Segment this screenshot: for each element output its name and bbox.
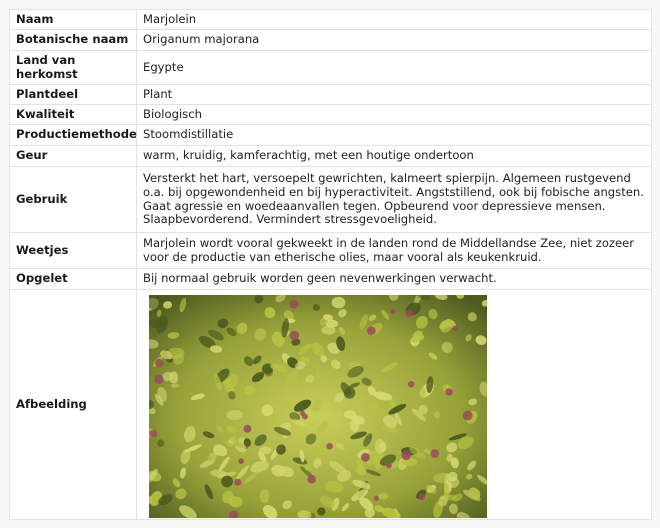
label-kwaliteit: Kwaliteit — [10, 105, 137, 125]
image-cell — [137, 290, 652, 520]
row-kwaliteit — [10, 105, 652, 125]
flower-dot — [418, 493, 425, 500]
row-opgelet — [10, 269, 652, 290]
value-naam: Marjolein — [137, 10, 652, 30]
flower-dot — [154, 374, 163, 383]
flower-dot — [391, 309, 396, 314]
row-geur — [10, 146, 652, 167]
value-productiemethode: Stoomdistillatie — [137, 125, 652, 146]
flower-dot — [386, 462, 392, 468]
row-afbeelding — [10, 290, 652, 520]
label-land-van-herkomst: Land van herkomst — [10, 51, 137, 85]
flower-dot — [401, 450, 411, 460]
leaf-shape — [169, 371, 178, 383]
value-plantdeel: Plant — [137, 85, 652, 105]
label-naam: Naam — [10, 10, 137, 30]
flower-dot — [405, 309, 413, 317]
label-productiemethode: Productiemethode — [10, 125, 137, 146]
row-gebruik — [10, 167, 652, 233]
flower-dot — [155, 358, 163, 366]
flower-dot — [290, 299, 299, 308]
value-botanische-naam: Origanum majorana — [137, 30, 652, 51]
flower-dot — [445, 388, 453, 396]
marjoram-photo — [149, 295, 487, 518]
label-afbeelding: Afbeelding — [10, 290, 137, 520]
row-naam — [10, 10, 652, 30]
row-weetjes — [10, 233, 652, 269]
label-plantdeel: Plantdeel — [10, 85, 137, 105]
label-botanische-naam: Botanische naam — [10, 30, 137, 51]
value-geur: warm, kruidig, kamferachtig, met een houtige ondertoon — [137, 146, 652, 167]
value-kwaliteit: Biologisch — [137, 105, 652, 125]
row-productiemethode — [10, 125, 652, 146]
label-gebruik: Gebruik — [10, 167, 137, 233]
flower-dot — [234, 478, 241, 485]
label-weetjes: Weetjes — [10, 233, 137, 269]
value-land-van-herkomst: Egypte — [137, 51, 652, 85]
flower-dot — [430, 449, 439, 458]
flower-dot — [326, 442, 333, 449]
flower-dot — [361, 452, 370, 461]
row-botanische-naam — [10, 30, 652, 51]
label-geur: Geur — [10, 146, 137, 167]
flower-dot — [243, 424, 251, 432]
flower-dot — [300, 410, 305, 415]
flower-dot — [290, 330, 300, 340]
label-opgelet: Opgelet — [10, 269, 137, 290]
flower-dot — [238, 458, 244, 464]
flower-dot — [367, 326, 376, 335]
flower-dot — [307, 474, 316, 483]
row-land-van-herkomst — [10, 51, 652, 85]
value-gebruik: Versterkt het hart, versoepelt gewrichten, kalmeert spierpijn. Algemeen rustgevend o.a. bij opgewondenheid en bij hyperactiviteit. Angststillend, ook bij fobische angsten. Gaat agressie en woedeaanvallen tegen. Opbeurend voor depressieve mensen. Slaapbevorderend. Vermindert stressgevoeligheid. — [137, 167, 652, 233]
plant-info-table — [9, 9, 652, 520]
flower-dot — [374, 495, 379, 500]
flower-dot — [408, 381, 414, 387]
row-plantdeel — [10, 85, 652, 105]
value-opgelet: Bij normaal gebruik worden geen nevenwerkingen verwacht. — [137, 269, 652, 290]
leaf-shape — [286, 402, 292, 409]
flower-dot — [463, 410, 473, 420]
flower-dot — [452, 325, 457, 330]
value-weetjes: Marjolein wordt vooral gekweekt in de landen rond de Middellandse Zee, niet zozeer voor de productie van etherische olies, maar vooral als keukenkruid. — [137, 233, 652, 269]
flower-dot — [149, 429, 157, 437]
